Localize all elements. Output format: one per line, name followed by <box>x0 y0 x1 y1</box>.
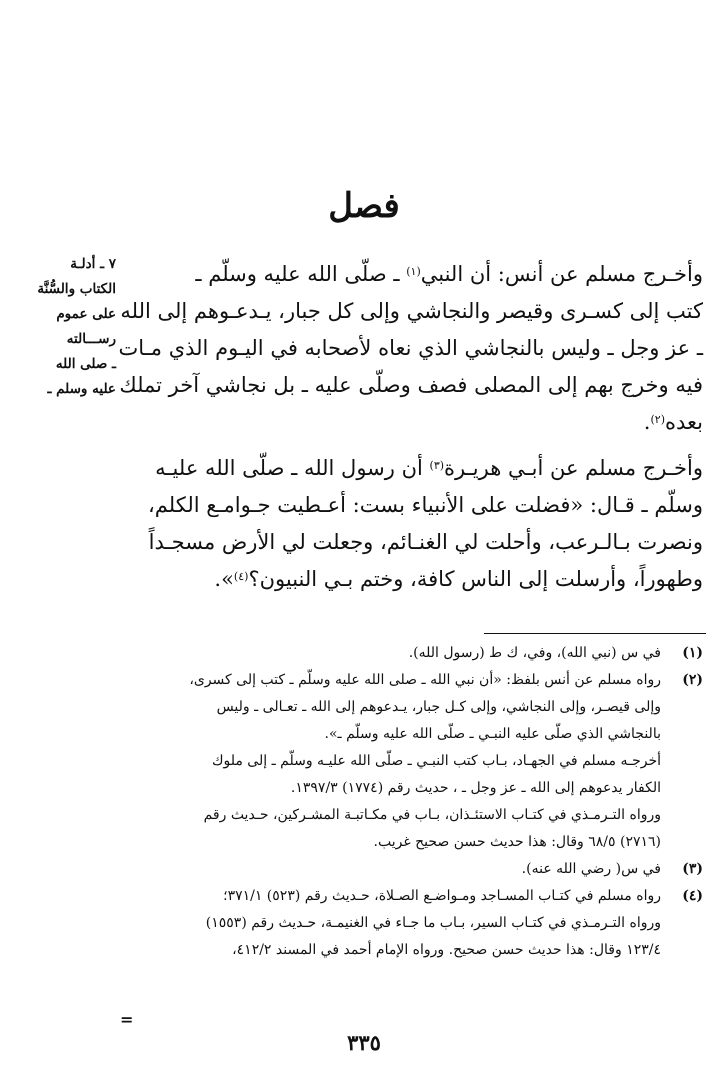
section-title: فصل <box>328 186 400 226</box>
margin-note-line: على عموم <box>56 306 116 322</box>
text-line: وأخـرج مسلم عن أبـي هريـرة$^{(٣)}$ أن رسول الله ـ صلّى الله عليـه <box>155 456 703 480</box>
footnote-line: أخرجـه مسلم في الجهـاد، بـاب كتب النبـي ـ صلّى الله عليـه وسلّم ـ إلى ملوك <box>211 753 661 769</box>
margin-note-line: ٧ ـ أدلـة <box>70 256 116 272</box>
footnote-line: ورواه التـرمـذي في كتـاب السير، بـاب ما جـاء في الغنيمـة، حـديث رقم (١٥٥٣) <box>205 915 661 931</box>
margin-note-line: عليه وسلم ـ <box>47 381 116 397</box>
paragraph-2 <box>138 450 703 598</box>
footnote-line: ورواه التـرمـذي في كتـاب الاستئـذان، بـاب في مكـاتبـة المشـركين، حـديث رقم <box>203 807 661 823</box>
footnote-number: (١) <box>682 645 703 661</box>
text-line: وطهوراً، وأرسلت إلى الناس كافة، وختم بـي النبيون؟$^{(٤)}$». <box>214 567 703 591</box>
text-line: وأخـرج مسلم عن أنس: أن النبي$^{(١)}$ ـ صلّى الله عليه وسلّم ـ <box>195 262 703 286</box>
footnote-line: بالنجاشي الذي صلّى عليه النبـي ـ صلّى الله عليه وسلّم ـ». <box>324 726 661 742</box>
footnote-line: ١٢٣/٤ وقال: هذا حديث حسن صحيح. ورواه الإمام أحمد في المسند ٤١٢/٢، <box>232 942 661 958</box>
text-line: بعده$^{(٢)}$. <box>643 410 703 434</box>
footnote-ref: (٣) <box>429 459 445 472</box>
footnote-line: رواه مسلم في كتـاب المسـاجد ومـواضـع الصـلاة، حـديث رقم (٥٢٣) ٣٧١/١؛ <box>223 888 661 904</box>
footnote-3 <box>130 856 703 883</box>
margin-note-line: الكتاب والسُّنَّة <box>37 281 116 297</box>
margin-note-line: ـ صلى الله <box>55 356 116 372</box>
continuation-mark: = <box>120 1010 134 1029</box>
footnote-line: وإلى قيصـر، وإلى النجاشي، وإلى كـل جبار، يـدعوهم إلى الله ـ تعـالى ـ وليس <box>216 699 661 715</box>
footnote-line: في س (نبي الله)، وفي، ك ط (رسول الله). <box>408 645 661 661</box>
margin-note <box>20 252 116 402</box>
main-text <box>118 256 703 598</box>
footnote-number: (٤) <box>682 888 703 904</box>
footnote-1 <box>130 640 703 667</box>
footnote-divider <box>484 633 706 634</box>
footnote-line: رواه مسلم عن أنس بلفظ: «أن نبي الله ـ صلى الله عليه وسلّم ـ كتب إلى كسرى، <box>189 672 661 688</box>
footnotes <box>130 640 703 964</box>
text-line: كتب إلى كسـرى وقيصر والنجاشي وإلى كل جبار، يـدعـوهم إلى الله <box>120 299 703 323</box>
text-line: ونصرت بـالـرعب، وأحلت لي الغنـائم، وجعلت لي الأرض مسجـداً <box>148 530 703 554</box>
footnote-ref: (٢) <box>650 413 665 426</box>
footnote-line: في س( رضي الله عنه). <box>521 861 661 877</box>
footnote-line: الكفار يدعوهم إلى الله ـ عز وجل ـ ، حديث رقم (١٧٧٤) ١٣٩٧/٣. <box>290 780 661 796</box>
page-number: ٣٣٥ <box>347 1030 381 1055</box>
paragraph-1 <box>118 256 703 441</box>
footnote-4 <box>130 883 703 964</box>
footnote-number: (٣) <box>682 861 703 877</box>
footnote-number: (٢) <box>682 672 703 688</box>
margin-note-line: رســـالته <box>66 331 116 347</box>
text-line: ـ عز وجل ـ وليس بالنجاشي الذي نعاه لأصحابه في اليـوم الذي مـات <box>118 336 703 360</box>
footnote-ref: (١) <box>406 265 421 278</box>
footnote-line: (٢٧١٦) ٦٨/٥ وقال: هذا حديث حسن صحيح غريب. <box>373 834 661 850</box>
text-line: فيه وخرج بهم إلى المصلى فصف وصلّى عليه ـ بل نجاشي آخر تملك <box>119 373 703 397</box>
text-line: وسلّم ـ قـال: «فضلت على الأنبياء بست: أعـطيت جـوامـع الكلم، <box>148 493 703 517</box>
footnote-ref: (٤) <box>233 570 249 583</box>
footnote-2 <box>130 667 703 856</box>
